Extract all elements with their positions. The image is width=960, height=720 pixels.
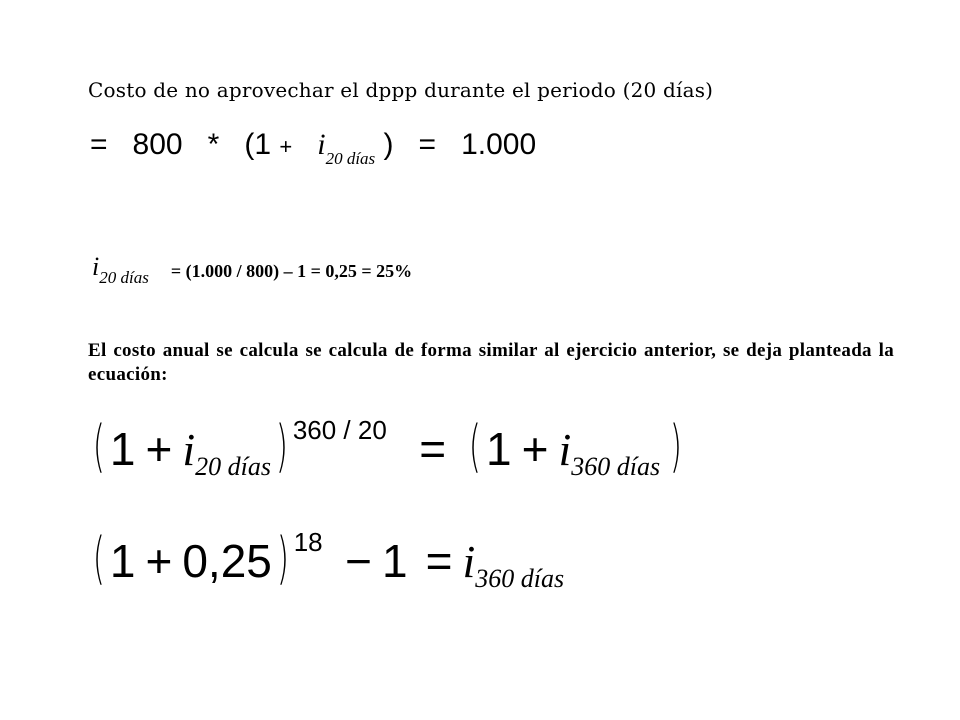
plus-sign-2: + bbox=[521, 423, 549, 475]
equation-future-value bbox=[90, 128, 537, 168]
annual-cost-paragraph bbox=[88, 339, 894, 387]
equals-sign: = bbox=[419, 423, 447, 475]
close-paren: ) bbox=[383, 128, 394, 161]
principal-value: 800 bbox=[132, 128, 183, 161]
equals-sign: = bbox=[425, 535, 453, 587]
times-sign: * bbox=[207, 128, 220, 161]
numeric-equation bbox=[88, 526, 564, 591]
plus-sign: + bbox=[145, 423, 173, 475]
one: 1 bbox=[109, 535, 136, 587]
rate-subscript: 20 días bbox=[195, 452, 271, 481]
rate-result: = (1.000 / 800) – 1 = 0,25 = 25% bbox=[170, 261, 413, 281]
open-term: (1 bbox=[244, 128, 272, 161]
rate-symbol: i bbox=[462, 536, 476, 587]
rate-symbol: i bbox=[92, 252, 100, 281]
rate-calculation bbox=[92, 252, 413, 287]
plus-sign: + bbox=[145, 535, 173, 587]
eq-sign-2: = bbox=[418, 128, 437, 161]
rate-subscript: 360 días bbox=[475, 564, 565, 593]
period-cost-text: Costo de no aprovechar el dppp durante el periodo (20 días) bbox=[88, 78, 714, 102]
close-paren-2: ) bbox=[669, 414, 682, 479]
minus-sign: − bbox=[345, 535, 372, 587]
open-paren: ( bbox=[92, 526, 105, 591]
open-paren-2: ( bbox=[469, 414, 482, 479]
one-2: 1 bbox=[381, 535, 408, 587]
close-paren: ) bbox=[276, 526, 289, 591]
exponent: 18 bbox=[293, 527, 323, 557]
exponent: 360 / 20 bbox=[292, 415, 387, 445]
one-2: 1 bbox=[485, 423, 512, 475]
plus-sign: + bbox=[279, 134, 293, 159]
annual-equation bbox=[88, 414, 686, 479]
rate-subscript: 20 días bbox=[99, 268, 149, 287]
period-cost-heading bbox=[88, 78, 713, 102]
paragraph-text: El costo anual se calcula se calcula de forma similar al ejercicio anterior, se deja planteada la ecuación: bbox=[88, 340, 894, 385]
rate-subscript: 20 días bbox=[325, 149, 376, 168]
rate-symbol-2: i bbox=[558, 424, 572, 475]
rate-symbol: i bbox=[317, 128, 326, 161]
rate-symbol: i bbox=[182, 424, 196, 475]
eq-sign: = bbox=[90, 128, 108, 161]
one: 1 bbox=[109, 423, 136, 475]
open-paren-1: ( bbox=[92, 414, 105, 479]
close-paren-1: ) bbox=[275, 414, 288, 479]
rate-subscript-2: 360 días bbox=[571, 452, 661, 481]
rate-value: 0,25 bbox=[182, 535, 272, 587]
future-value: 1.000 bbox=[461, 128, 537, 161]
